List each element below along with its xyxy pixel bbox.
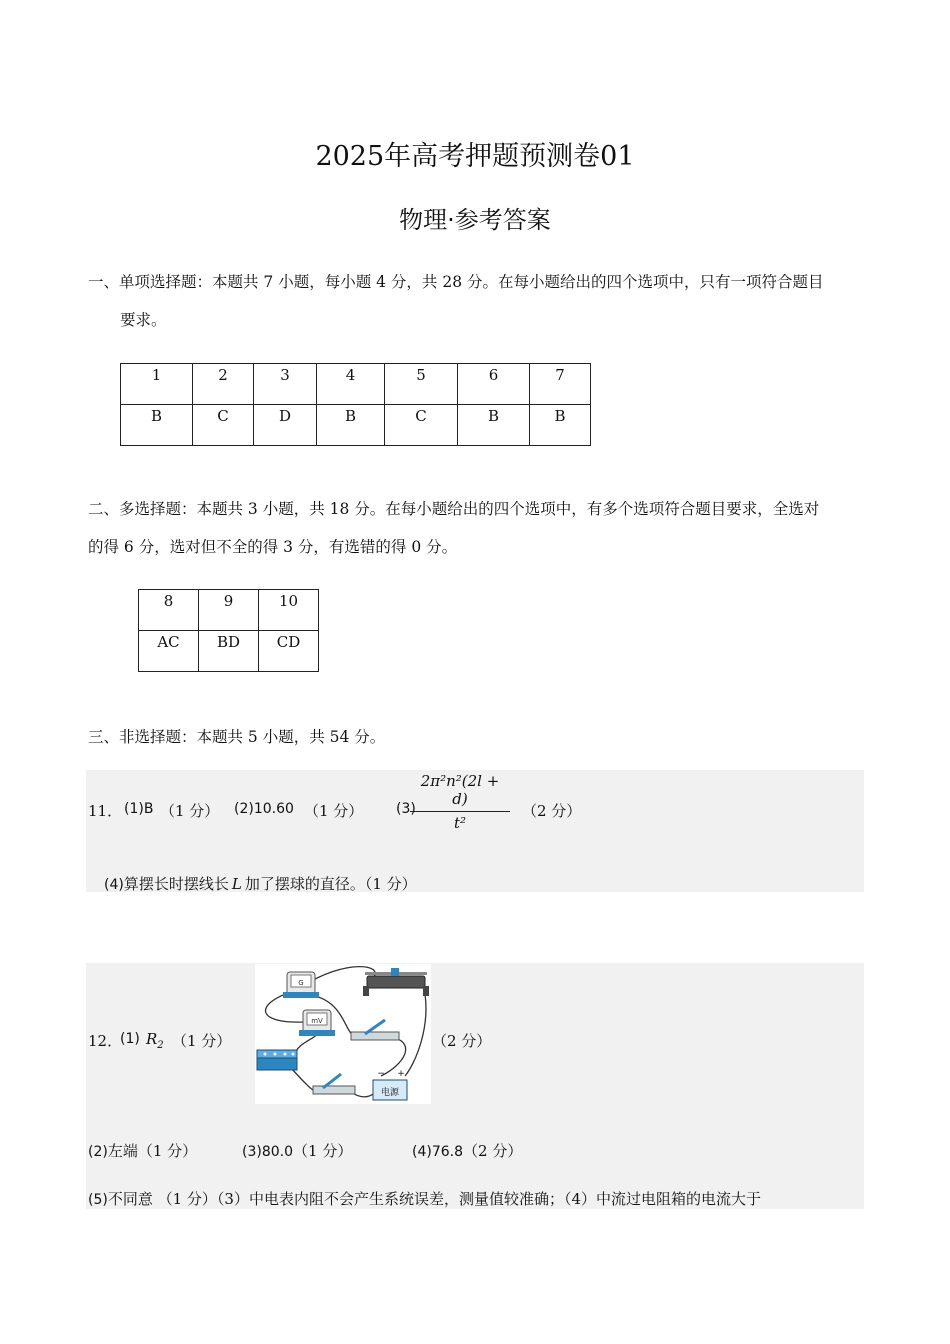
part-5-answer <box>88 1188 761 1209</box>
table-row-numbers <box>121 364 591 405</box>
part-label: (1) <box>120 1031 140 1047</box>
part-3-answer <box>242 1140 352 1161</box>
table-cell: CD <box>259 631 319 672</box>
table-cell: AC <box>139 631 199 672</box>
part-text: 左端（1 分） <box>107 1142 198 1160</box>
table-cell: 1 <box>121 364 193 405</box>
table-cell: 5 <box>385 364 458 405</box>
switch-icon <box>313 1074 355 1094</box>
table-row-answers <box>139 631 319 672</box>
section-heading: 三、非选择题：本题共 5 小题，共 54 分。 <box>88 728 386 746</box>
table-cell: 6 <box>458 364 530 405</box>
part-label: (3) <box>396 801 416 817</box>
variable-R2 <box>146 1030 164 1051</box>
part-score: （2 分） <box>522 802 582 820</box>
source-label: 电源 <box>380 1088 400 1098</box>
part-score: （2 分） <box>463 1142 523 1160</box>
table-row-answers <box>121 405 591 446</box>
table-cell: BD <box>199 631 259 672</box>
table-cell: B <box>317 405 385 446</box>
section-heading: 二、多选择题：本题共 3 小题，共 18 分。在每小题给出的四个选项中，有多个选项符合题目要求，全选对 <box>88 500 820 518</box>
formula-fraction <box>410 772 510 832</box>
table-cell: 4 <box>317 364 385 405</box>
part-4-answer <box>412 1140 522 1161</box>
circuit-diagram <box>255 964 431 1104</box>
formula-numerator: 2π²n²(2l + d) <box>410 772 510 812</box>
part-text: 加了摆球的直径。（1 分） <box>244 875 417 893</box>
section-heading-cont: 要求。 <box>120 311 167 329</box>
question-number: 11． <box>88 802 123 820</box>
table-cell: 8 <box>139 590 199 631</box>
table-cell: C <box>385 405 458 446</box>
part-score: （2 分） <box>432 1032 492 1050</box>
part-score: （1 分） <box>304 802 364 820</box>
millivoltmeter-icon <box>299 1010 335 1036</box>
wire <box>295 1034 317 1056</box>
meter-label: G <box>298 979 304 987</box>
table-cell: B <box>458 405 530 446</box>
section-heading-cont: 的得 6 分，选对但不全的得 3 分，有选错的得 0 分。 <box>88 538 458 556</box>
part-2-answer <box>88 1140 197 1161</box>
power-source-icon <box>373 1069 407 1100</box>
table-cell: C <box>193 405 254 446</box>
part-label: (4) <box>104 877 124 893</box>
formula-denominator: t² <box>453 814 467 832</box>
answer-table-multi <box>138 589 319 672</box>
part-label: (1)B <box>124 801 154 817</box>
section-single-choice <box>88 263 868 339</box>
source-minus: − <box>377 1069 385 1079</box>
part-score: （1 分） <box>172 1032 232 1050</box>
table-cell: 9 <box>199 590 259 631</box>
part-label: (2)10.60 <box>234 801 294 817</box>
table-cell: 7 <box>530 364 591 405</box>
answer-block-q12 <box>86 963 864 1209</box>
variable-R: R <box>146 1030 158 1048</box>
page-subtitle: 物理·参考答案 <box>399 206 551 234</box>
switch-icon <box>351 1020 399 1040</box>
part-text: 算摆长时摆线长 <box>123 875 229 893</box>
table-cell: 3 <box>254 364 317 405</box>
part-score: （1 分） <box>293 1142 353 1160</box>
part-label: (3)80.0 <box>242 1144 294 1160</box>
section-multi-choice <box>88 490 868 566</box>
section-heading: 一、单项选择题：本题共 7 小题，每小题 4 分，共 28 分。在每小题给出的四个选项中，只有一项符合题目 <box>88 273 824 291</box>
table-cell: 2 <box>193 364 254 405</box>
question-number: 12． <box>88 1032 123 1050</box>
table-cell: 10 <box>259 590 319 631</box>
table-cell: B <box>121 405 193 446</box>
answer-table-single <box>120 363 591 446</box>
resistance-box-icon <box>257 1050 297 1070</box>
part-text: 不同意 （1 分）（3）中电表内阻不会产生系统误差，测量值较准确；（4）中流过电阻箱的电流大于 <box>107 1190 762 1208</box>
part-label: (5) <box>88 1192 108 1208</box>
table-cell: D <box>254 405 317 446</box>
meter-label: mV <box>311 1017 323 1025</box>
part-label: (4)76.8 <box>412 1144 464 1160</box>
part-label: (2) <box>88 1144 108 1160</box>
rheostat-icon <box>363 968 429 996</box>
subscript: 2 <box>157 1040 164 1051</box>
page-title: 2025年高考押题预测卷01 <box>315 141 635 172</box>
part-4-answer <box>104 873 417 894</box>
wire <box>405 984 426 1076</box>
circuit-svg <box>255 964 431 1104</box>
part-score: （1 分） <box>160 802 220 820</box>
galvanometer-icon <box>283 972 319 998</box>
table-row-numbers <box>139 590 319 631</box>
source-plus: + <box>397 1069 405 1079</box>
variable-L: L <box>231 875 242 893</box>
section-non-choice <box>88 718 868 756</box>
table-cell: B <box>530 405 591 446</box>
